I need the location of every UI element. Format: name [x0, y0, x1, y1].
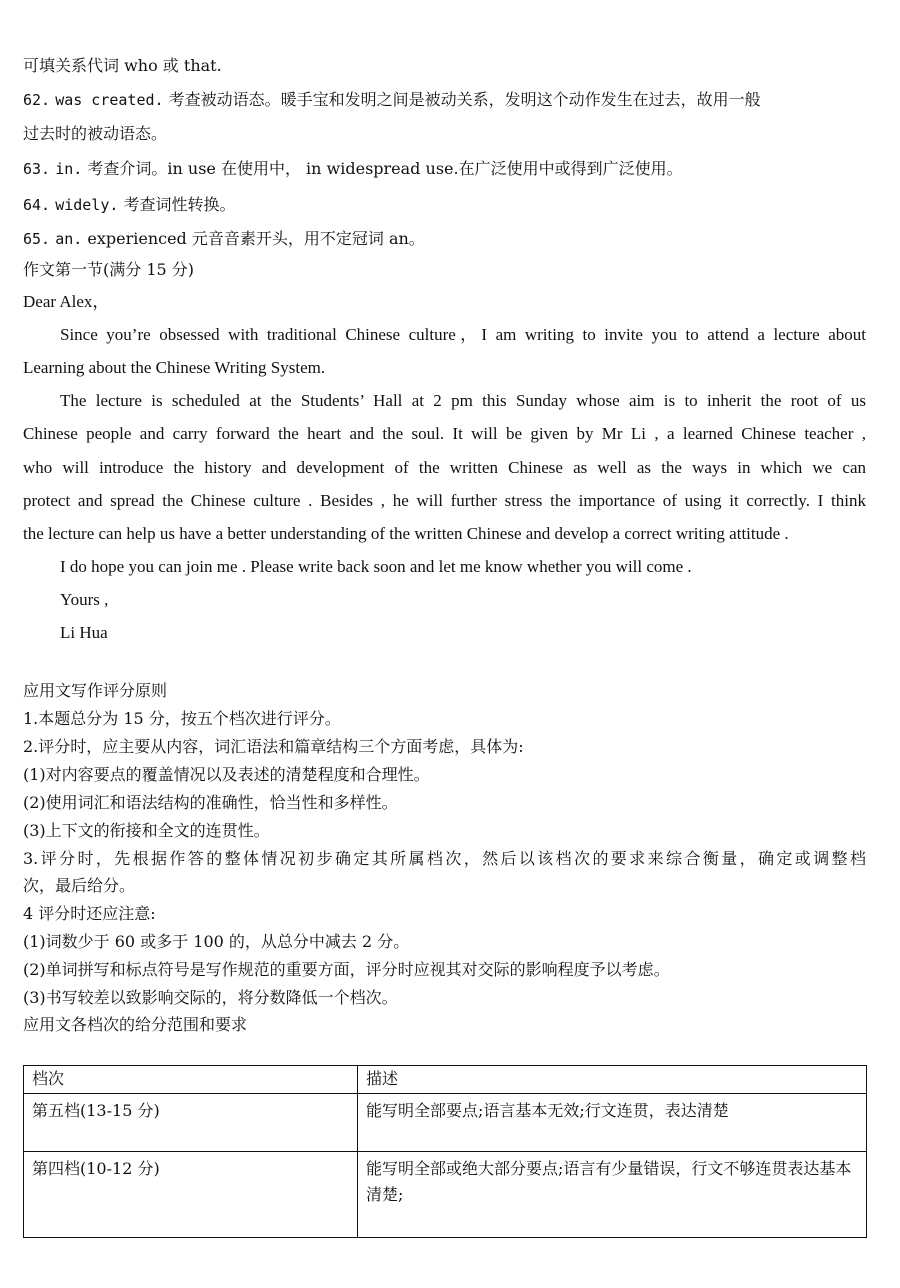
rule-item: (3)书写较差以致影响交际的，将分数降低一个档次。: [23, 988, 398, 1007]
answer-line: [23, 90, 761, 110]
scoring-table: [23, 1065, 867, 1238]
essay-line: Learning about the Chinese Writing System.: [23, 358, 326, 377]
answer-text: 考查介词。in use 在使用中， in widespread use.在广泛使用中或得到广泛使用。: [87, 159, 683, 178]
rule-item: (2)使用词汇和语法结构的准确性，恰当性和多样性。: [23, 793, 398, 812]
essay-line: The lecture is scheduled at the Students’ Hall at 2 pm this Sunday whose aim is to inherit the root of us: [60, 391, 866, 410]
answer-code: an.: [55, 230, 83, 248]
essay-line: protect and spread the Chinese culture . Besides , he will further stress the importance of using it correctly. I think: [23, 491, 866, 510]
rule-item: 次，最后给分。: [23, 876, 136, 895]
answer-line: [23, 159, 683, 179]
rule-item: 1.本题总分为 15 分，按五个档次进行评分。: [23, 709, 341, 728]
table-row: [24, 1094, 867, 1152]
rule-item: (3)上下文的衔接和全文的连贯性。: [23, 821, 270, 840]
answer-line: [23, 56, 222, 76]
table-row: [24, 1152, 867, 1238]
rule-item: 3.评分时，先根据作答的整体情况初步确定其所属档次，然后以该档次的要求来综合衡量，确定或调整档: [23, 849, 866, 868]
answer-text: 可填关系代词 who 或 that.: [23, 56, 222, 75]
essay-line: Chinese people and carry forward the heart and the soul. It will be given by Mr Li , a learned Chinese teacher ,: [23, 424, 866, 443]
answer-text: 过去时的被动语态。: [23, 124, 168, 143]
rule-item: (1)对内容要点的覆盖情况以及表述的清楚程度和合理性。: [23, 765, 430, 784]
essay-closing: Yours ,: [60, 590, 109, 609]
header-description: 描述: [358, 1066, 867, 1094]
answer-text: experienced 元音音素开头，用不定冠词 an。: [87, 229, 425, 248]
essay-signature: Li Hua: [60, 623, 108, 642]
answer-text: 考查词性转换。: [123, 195, 236, 214]
description-cell: 能写明全部或绝大部分要点;语言有少量错误，行文不够连贯表达基本清楚;: [358, 1152, 867, 1238]
answer-number: 63.: [23, 160, 51, 178]
essay-heading: 作文第一节(满分 15 分): [23, 260, 195, 279]
rule-item: (2)单词拼写和标点符号是写作规范的重要方面，评分时应视其对交际的影响程度予以考虑。: [23, 960, 670, 979]
level-cell: 第五档(13-15 分): [24, 1094, 358, 1152]
rules-title: 应用文写作评分原则: [23, 681, 168, 700]
answer-number: 65.: [23, 230, 51, 248]
answer-number: 62.: [23, 91, 51, 109]
table-header-row: [24, 1066, 867, 1094]
table-title: 应用文各档次的给分范围和要求: [23, 1015, 248, 1034]
essay-line: Since you’re obsessed with traditional Chinese culture，I am writing to invite you to attend a lecture about: [60, 325, 866, 344]
answer-line: [23, 124, 167, 144]
level-cell: 第四档(10-12 分): [24, 1152, 358, 1238]
answer-code: in.: [55, 160, 83, 178]
answer-line: [23, 195, 236, 215]
header-level: 档次: [24, 1066, 358, 1094]
answer-code: was created.: [55, 91, 164, 109]
answer-line: [23, 229, 425, 249]
essay-greeting: Dear Alex，: [23, 292, 110, 311]
essay-line: who will introduce the history and development of the written Chinese as well as the ways in which we can: [23, 458, 866, 477]
description-cell: 能写明全部要点;语言基本无效;行文连贯，表达清楚: [358, 1094, 867, 1152]
rule-item: 4 评分时还应注意:: [23, 904, 156, 923]
rule-item: (1)词数少于 60 或多于 100 的，从总分中减去 2 分。: [23, 932, 410, 951]
answer-number: 64.: [23, 196, 51, 214]
answer-text: 考查被动语态。暖手宝和发明之间是被动关系，发明这个动作发生在过去，故用一般: [168, 90, 761, 109]
essay-line: I do hope you can join me . Please write back soon and let me know whether you will come .: [60, 557, 692, 576]
essay-line: the lecture can help us have a better understanding of the written Chinese and develop a correct writing attitude .: [23, 524, 789, 543]
answer-code: widely.: [55, 196, 119, 214]
rule-item: 2.评分时，应主要从内容，词汇语法和篇章结构三个方面考虑，具体为:: [23, 737, 524, 756]
